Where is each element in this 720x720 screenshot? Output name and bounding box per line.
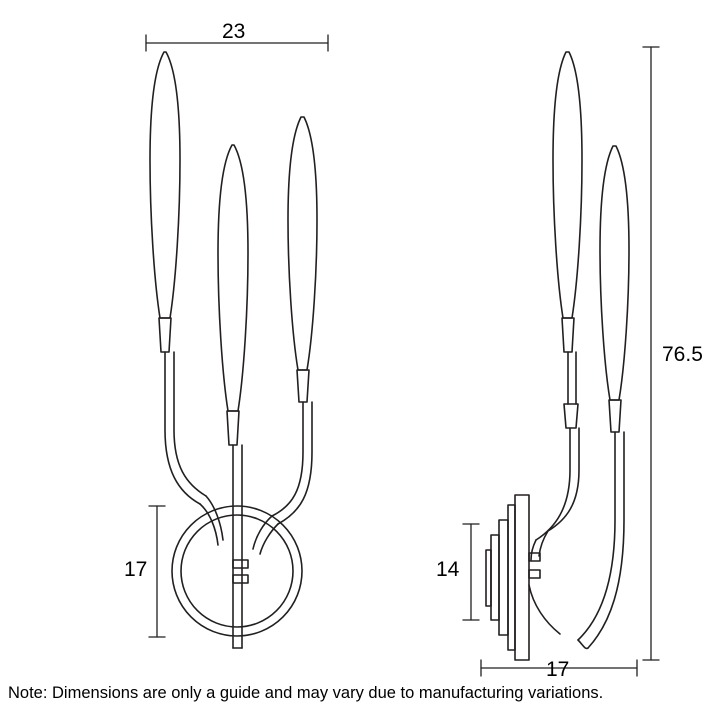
front-view-geometry	[150, 52, 317, 648]
side-view-dimension-lines	[463, 47, 659, 676]
front-view-dimension-lines	[146, 35, 328, 637]
side-view-geometry	[486, 52, 629, 660]
dimension-label-side-depth: 14	[436, 558, 460, 581]
dimension-label-overall-height: 76.5	[662, 343, 703, 366]
dimension-note: Note: Dimensions are only a guide and may vary due to manufacturing variations.	[8, 684, 604, 702]
dimension-label-side-width: 17	[546, 658, 570, 681]
dimension-label-front-width: 23	[222, 20, 246, 43]
dimension-label-front-backplate-height: 17	[124, 558, 148, 581]
